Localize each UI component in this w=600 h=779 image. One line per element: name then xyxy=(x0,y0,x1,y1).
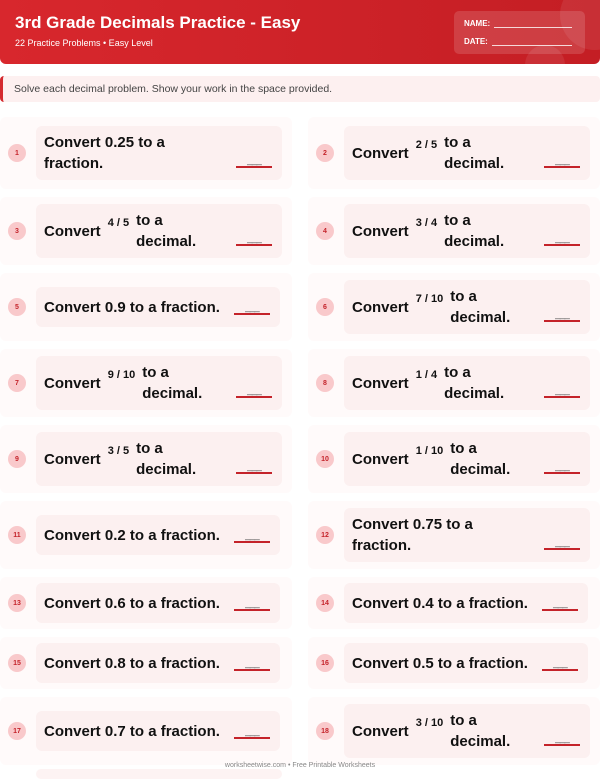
problem-box xyxy=(344,356,590,410)
problem-fraction: 3 / 5 xyxy=(107,444,130,457)
problem-question xyxy=(44,721,220,742)
problem-question xyxy=(352,362,512,404)
problem-box xyxy=(344,508,590,562)
partial-problem-card xyxy=(36,769,282,779)
answer-blank[interactable]: ___ xyxy=(236,462,272,474)
problem-question xyxy=(44,653,220,674)
problem-decimal: 0.75 xyxy=(412,516,443,533)
problem-prefix: Convert xyxy=(44,722,101,740)
problem-prefix: Convert xyxy=(352,298,409,316)
problem-question xyxy=(44,362,210,404)
problem-decimal: 0.2 xyxy=(104,526,126,544)
problem-decimal: 0.6 xyxy=(104,594,126,612)
answer-blank[interactable]: ___ xyxy=(542,599,578,611)
problem-text xyxy=(44,653,220,674)
answer-blank[interactable]: ___ xyxy=(236,386,272,398)
problem-suffix: to a fraction. xyxy=(44,134,165,172)
answer-blank[interactable]: ___ xyxy=(234,599,270,611)
problem-number-badge: 16 xyxy=(316,654,334,672)
problem-fraction: 4 / 5 xyxy=(107,216,130,229)
problem-suffix: to a fraction. xyxy=(437,594,528,612)
problem-box xyxy=(344,704,590,758)
answer-blank[interactable]: ___ xyxy=(544,234,580,246)
problem-card xyxy=(308,637,600,689)
problem-fraction: 9 / 10 xyxy=(107,368,136,381)
problem-suffix: to a decimal. xyxy=(142,364,203,402)
name-field[interactable] xyxy=(464,19,572,28)
problem-box xyxy=(344,126,590,180)
problem-prefix: Convert xyxy=(44,450,101,468)
problem-number-badge: 15 xyxy=(8,654,26,672)
problem-number-badge: 14 xyxy=(316,594,334,612)
answer-blank[interactable]: ___ xyxy=(234,303,270,315)
problem-number-badge: 6 xyxy=(316,298,334,316)
problem-card xyxy=(0,637,292,689)
problem-box xyxy=(36,356,282,410)
name-line xyxy=(494,19,572,28)
worksheet-header xyxy=(0,0,600,64)
problem-prefix: Convert xyxy=(44,526,101,544)
problem-suffix: to a fraction. xyxy=(437,654,528,672)
problem-suffix: to a fraction. xyxy=(129,526,220,544)
problem-card xyxy=(0,501,292,569)
problem-card xyxy=(308,697,600,765)
instructions: Solve each decimal problem. Show your work in the space provided. xyxy=(0,76,600,102)
problem-suffix: to a decimal. xyxy=(450,440,511,478)
problem-grid xyxy=(0,117,600,765)
name-label: NAME: xyxy=(464,19,491,28)
problem-question xyxy=(352,210,512,252)
problem-decimal: 0.7 xyxy=(104,722,126,740)
problem-question xyxy=(44,438,204,480)
date-line xyxy=(492,37,572,46)
problem-text xyxy=(352,514,512,556)
problem-prefix: Convert xyxy=(44,374,101,392)
problem-suffix: to a decimal. xyxy=(444,212,505,250)
date-field[interactable] xyxy=(464,37,572,46)
problem-card xyxy=(0,697,292,765)
problem-text xyxy=(44,525,220,546)
problem-prefix: Convert xyxy=(352,722,409,740)
problem-number-badge: 2 xyxy=(316,144,334,162)
answer-blank[interactable]: ___ xyxy=(544,462,580,474)
problem-number-badge: 3 xyxy=(8,222,26,240)
problem-box xyxy=(36,711,280,751)
problem-prefix: Convert xyxy=(44,654,101,672)
problem-box xyxy=(344,204,590,258)
answer-blank[interactable]: ___ xyxy=(544,156,580,168)
problem-question xyxy=(352,710,518,752)
answer-blank[interactable]: ___ xyxy=(234,531,270,543)
problem-card xyxy=(0,273,292,341)
answer-blank[interactable]: ___ xyxy=(542,659,578,671)
problem-fraction: 2 / 5 xyxy=(415,138,438,151)
page-subtitle: 22 Practice Problems • Easy Level xyxy=(15,38,153,48)
problem-question xyxy=(44,593,220,614)
problem-prefix: Convert xyxy=(352,222,409,240)
problem-card xyxy=(0,577,292,629)
problem-prefix: Convert xyxy=(352,144,409,162)
problem-suffix: to a fraction. xyxy=(129,722,220,740)
problem-question xyxy=(352,438,518,480)
problem-card xyxy=(308,117,600,189)
problem-box xyxy=(36,643,280,683)
page-title: 3rd Grade Decimals Practice - Easy xyxy=(15,13,301,32)
problem-suffix: to a fraction. xyxy=(352,516,473,554)
problem-question xyxy=(44,210,204,252)
problem-card xyxy=(308,501,600,569)
problem-box xyxy=(36,204,282,258)
problem-prefix: Convert xyxy=(352,374,409,392)
problem-decimal: 0.25 xyxy=(104,134,135,151)
problem-fraction: 7 / 10 xyxy=(415,292,444,305)
problem-number-badge: 5 xyxy=(8,298,26,316)
problem-prefix: Convert xyxy=(44,298,101,316)
answer-blank[interactable]: ___ xyxy=(544,310,580,322)
answer-blank[interactable]: ___ xyxy=(236,234,272,246)
problem-text xyxy=(44,721,220,742)
problem-text xyxy=(352,653,528,674)
problem-suffix: to a fraction. xyxy=(129,594,220,612)
problem-text xyxy=(44,593,220,614)
problem-number-badge: 4 xyxy=(316,222,334,240)
problem-box xyxy=(344,643,588,683)
problem-decimal: 0.9 xyxy=(104,298,126,316)
problem-box xyxy=(344,280,590,334)
answer-blank[interactable]: ___ xyxy=(544,386,580,398)
problem-suffix: to a decimal. xyxy=(136,440,197,478)
answer-blank[interactable]: ___ xyxy=(544,734,580,746)
name-date-box xyxy=(454,11,585,54)
problem-fraction: 1 / 10 xyxy=(415,444,444,457)
problem-question xyxy=(352,286,518,328)
problem-question xyxy=(44,132,204,174)
problem-box xyxy=(36,515,280,555)
problem-text xyxy=(44,297,220,318)
answer-blank[interactable]: ___ xyxy=(236,156,272,168)
problem-number-badge: 8 xyxy=(316,374,334,392)
date-label: DATE: xyxy=(464,37,488,46)
problem-suffix: to a decimal. xyxy=(444,364,505,402)
problem-suffix: to a decimal. xyxy=(444,134,505,172)
problem-suffix: to a decimal. xyxy=(450,712,511,750)
problem-question xyxy=(352,593,528,614)
problem-prefix: Convert xyxy=(352,654,409,672)
problem-number-badge: 1 xyxy=(8,144,26,162)
problem-box xyxy=(36,126,282,180)
problem-card xyxy=(0,425,292,493)
problem-prefix: Convert xyxy=(352,516,409,533)
problem-prefix: Convert xyxy=(44,222,101,240)
problem-fraction: 1 / 4 xyxy=(415,368,438,381)
problem-question xyxy=(44,297,220,318)
problem-prefix: Convert xyxy=(44,134,101,151)
problem-question xyxy=(44,525,220,546)
problem-number-badge: 9 xyxy=(8,450,26,468)
problem-number-badge: 13 xyxy=(8,594,26,612)
problem-box xyxy=(344,432,590,486)
problem-decimal: 0.8 xyxy=(104,654,126,672)
problem-card xyxy=(308,577,600,629)
problem-question xyxy=(352,514,512,556)
problem-number-badge: 12 xyxy=(316,526,334,544)
problem-card xyxy=(0,117,292,189)
footer: worksheetwise.com • Free Printable Worksheets xyxy=(224,762,376,769)
answer-blank[interactable]: ___ xyxy=(234,659,270,671)
problem-text xyxy=(44,132,204,174)
problem-decimal: 0.4 xyxy=(412,594,434,612)
problem-card xyxy=(308,197,600,265)
problem-card xyxy=(308,425,600,493)
problem-card xyxy=(0,197,292,265)
problem-card xyxy=(308,349,600,417)
problem-number-badge: 18 xyxy=(316,722,334,740)
problem-text xyxy=(352,593,528,614)
problem-suffix: to a fraction. xyxy=(129,654,220,672)
problem-question xyxy=(352,132,512,174)
problem-fraction: 3 / 10 xyxy=(415,716,444,729)
problem-card xyxy=(0,349,292,417)
problem-prefix: Convert xyxy=(352,450,409,468)
problem-number-badge: 17 xyxy=(8,722,26,740)
problem-box xyxy=(36,432,282,486)
problem-prefix: Convert xyxy=(352,594,409,612)
answer-blank[interactable]: ___ xyxy=(234,727,270,739)
problem-box xyxy=(344,583,588,623)
problem-fraction: 3 / 4 xyxy=(415,216,438,229)
problem-suffix: to a decimal. xyxy=(136,212,197,250)
problem-decimal: 0.5 xyxy=(412,654,434,672)
answer-blank[interactable]: ___ xyxy=(544,538,580,550)
problem-question xyxy=(352,653,528,674)
problem-suffix: to a decimal. xyxy=(450,288,511,326)
problem-number-badge: 7 xyxy=(8,374,26,392)
problem-box xyxy=(36,287,280,327)
problem-box xyxy=(36,583,280,623)
problem-number-badge: 10 xyxy=(316,450,334,468)
problem-prefix: Convert xyxy=(44,594,101,612)
problem-card xyxy=(308,273,600,341)
problem-number-badge: 11 xyxy=(8,526,26,544)
problem-suffix: to a fraction. xyxy=(129,298,220,316)
